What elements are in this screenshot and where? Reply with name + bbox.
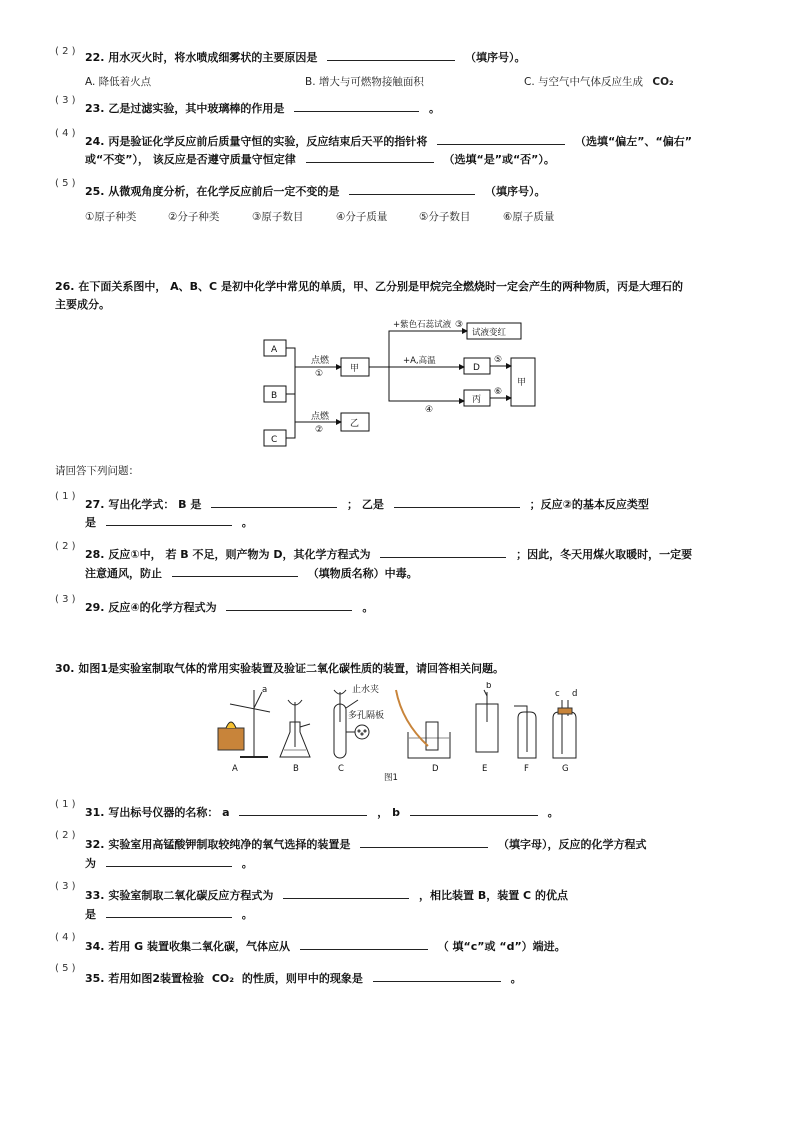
sub-number: ( 2 ) (55, 541, 76, 552)
answer-blank[interactable] (172, 565, 298, 577)
label-litmus: +紫色石蕊试液 (393, 320, 452, 330)
label-jia2: 甲 (517, 378, 527, 388)
label-r2: ② (315, 425, 324, 435)
label-jia: 甲 (350, 364, 360, 374)
q25-option: ④分子质量 (336, 211, 388, 223)
label-apparatus-d: D (432, 764, 439, 774)
answer-blank[interactable] (360, 836, 488, 848)
relation-diagram (255, 312, 545, 452)
question-tail: 。 (547, 806, 559, 819)
q25-option: ③原子数目 (252, 211, 304, 223)
question-24-line1 (85, 133, 692, 149)
apparatus-g (553, 700, 576, 758)
question-text: 27. 写出化学式： B 是 (85, 498, 202, 511)
question-27-line2 (85, 514, 253, 530)
answer-blank[interactable] (211, 496, 337, 508)
label-bing: 丙 (472, 395, 482, 405)
question-text: 35. 若用如图2装置检验 (85, 972, 204, 985)
question-text: 31. 写出标号仪器的名称： a (85, 806, 230, 819)
sub-number: ( 1 ) (55, 799, 76, 810)
question-32-line2 (85, 855, 253, 871)
option-c (524, 74, 674, 89)
question-tail: （填物质名称）中毒。 (307, 567, 418, 580)
question-26-line2: 主要成分。 (55, 298, 110, 311)
question-31 (85, 804, 559, 820)
question-tail: （填序号）。 (465, 51, 526, 64)
question-30: 30. 如图1是实验室制取气体的常用实验装置及验证二氧化碳性质的装置，请回答相关问题。 (55, 662, 504, 675)
apparatus-b (280, 700, 310, 757)
label-r3: ③ (455, 320, 464, 330)
sub-number: ( 4 ) (55, 128, 76, 139)
apparatus-a (218, 690, 270, 757)
answer-blank[interactable] (437, 133, 565, 145)
sub-number: ( 4 ) (55, 932, 76, 943)
question-tail: （选填“偏左”、“偏右” (575, 135, 692, 148)
question-23 (85, 100, 440, 116)
label-apparatus-g: G (562, 764, 569, 774)
answer-blank[interactable] (106, 906, 232, 918)
q25-option: ②分子种类 (168, 211, 220, 223)
answer-blank[interactable] (327, 49, 455, 61)
sub-number: ( 3 ) (55, 95, 76, 106)
label-r1: ① (315, 369, 324, 379)
label-a: A (271, 345, 278, 355)
answer-blank[interactable] (239, 804, 367, 816)
apparatus-c (334, 690, 369, 758)
question-tail: 。 (241, 516, 253, 529)
question-text: 注意通风，防止 (85, 567, 162, 580)
question-text: 24. 丙是验证化学反应前后质量守恒的实验，反应结束后天平的指针将 (85, 135, 428, 148)
question-text: 22. 用水灭火时，将水喷成细雾状的主要原因是 (85, 51, 318, 64)
question-text: ， b (377, 806, 400, 819)
apparatus-e (476, 690, 498, 752)
question-34 (85, 938, 566, 954)
question-28-line2 (85, 565, 418, 581)
question-35 (85, 970, 522, 986)
label-plate: 多孔隔板 (348, 711, 385, 721)
option-a: A. 降低着火点 (85, 76, 152, 88)
label-ignite1: 点燃 (311, 356, 330, 366)
question-text: 或“不变”）， 该反应是否遵守质量守恒定律 (85, 153, 296, 166)
question-tail: 。 (510, 972, 522, 985)
label-apparatus-f: F (524, 764, 529, 774)
question-text: 23. 乙是过滤实验，其中玻璃棒的作用是 (85, 102, 285, 115)
question-text: 25. 从微观角度分析，在化学反应前后一定不变的是 (85, 185, 340, 198)
figure-caption: 图1 (384, 773, 398, 782)
question-26-line1: 26. 在下面关系图中， A、B、C 是初中化学中常见的单质，甲、乙分别是甲烷完全燃烧时一定会产生的两种物质，丙是大理石的 (55, 280, 683, 293)
option-b: B. 增大与可燃物接触面积 (305, 76, 424, 88)
answer-blank[interactable] (373, 970, 501, 982)
label-d: d (572, 689, 578, 699)
sub-number: ( 5 ) (55, 963, 76, 974)
question-text: （填字母），反应的化学方程式 (498, 838, 647, 851)
answer-blank[interactable] (106, 514, 232, 526)
question-25 (85, 183, 546, 199)
co2-formula: CO₂ (211, 972, 235, 985)
label-r6: ⑥ (494, 387, 503, 397)
answer-blank[interactable] (300, 938, 428, 950)
label-redden: 试液变红 (472, 328, 507, 338)
question-tail: （填序号）。 (485, 185, 546, 198)
question-text: 34. 若用 G 装置收集二氧化碳，气体应从 (85, 940, 291, 953)
option-c-text: C. 与空气中气体反应生成 (524, 76, 644, 88)
label-a: a (262, 685, 268, 695)
sub-number: ( 3 ) (55, 594, 76, 605)
question-tail: 。 (241, 857, 253, 870)
answer-blank[interactable] (106, 855, 232, 867)
question-22 (85, 49, 526, 65)
q25-option: ⑤分子数目 (419, 211, 471, 223)
question-text: 是 (85, 516, 96, 529)
question-28-line1 (85, 546, 692, 562)
question-text: ； 乙是 (347, 498, 384, 511)
answer-blank[interactable] (306, 151, 434, 163)
apparatus-figure (210, 682, 590, 782)
label-apparatus-c: C (338, 764, 344, 774)
question-text: 33. 实验室制取二氧化碳反应方程式为 (85, 889, 274, 902)
label-c: C (271, 435, 278, 445)
question-text: 28. 反应①中， 若 B 不足，则产物为 D，其化学方程式为 (85, 548, 371, 561)
prompt: 请回答下列问题： (55, 465, 139, 477)
apparatus-f (514, 706, 536, 758)
label-clamp: 止水夹 (352, 685, 380, 695)
question-text: ；反应②的基本反应类型 (529, 498, 649, 511)
answer-blank[interactable] (226, 599, 352, 611)
answer-blank[interactable] (294, 100, 419, 112)
question-33-line1 (85, 887, 568, 903)
question-text: 的性质，则甲中的现象是 (241, 972, 363, 985)
sub-number: ( 2 ) (55, 46, 76, 57)
answer-blank[interactable] (349, 183, 475, 195)
label-yi: 乙 (350, 419, 360, 429)
answer-blank[interactable] (394, 496, 520, 508)
sub-number: ( 2 ) (55, 830, 76, 841)
question-text: 29. 反应④的化学方程式为 (85, 601, 217, 614)
label-ignite2: 点燃 (311, 412, 330, 422)
label-apparatus-b: B (293, 764, 299, 774)
label-c: c (555, 689, 560, 699)
apparatus-d (396, 690, 450, 758)
label-r4: ④ (425, 405, 434, 415)
question-tail: （ 填“c”或 “d”）端进。 (437, 940, 566, 953)
question-33-line2 (85, 906, 253, 922)
question-text: 32. 实验室用高锰酸钾制取较纯净的氧气选择的装置是 (85, 838, 351, 851)
answer-blank[interactable] (380, 546, 506, 558)
question-text: ，相比装置 B，装置 C 的优点 (419, 889, 568, 902)
label-b: b (486, 682, 492, 691)
question-27-line1 (85, 496, 649, 512)
question-text: 是 (85, 908, 96, 921)
question-29 (85, 599, 373, 615)
label-hightemp: +A,高温 (403, 356, 436, 366)
label-apparatus-a: A (232, 764, 238, 774)
question-tail: 。 (241, 908, 253, 921)
answer-blank[interactable] (410, 804, 538, 816)
question-tail: 。 (362, 601, 374, 614)
label-r5: ⑤ (494, 355, 503, 365)
sub-number: ( 3 ) (55, 881, 76, 892)
label-apparatus-e: E (482, 764, 488, 774)
sub-number: ( 1 ) (55, 491, 76, 502)
q25-option: ①原子种类 (85, 211, 137, 223)
question-tail: （选填“是”或“否”）。 (443, 153, 555, 166)
question-32-line1 (85, 836, 647, 852)
co2-formula: CO₂ (652, 76, 674, 88)
label-b: B (271, 391, 278, 401)
question-text: 为 (85, 857, 96, 870)
question-24-line2 (85, 151, 555, 167)
q25-option: ⑥原子质量 (503, 211, 555, 223)
question-text: ；因此，冬天用煤火取暖时，一定要 (516, 548, 693, 561)
sub-number: ( 5 ) (55, 178, 76, 189)
answer-blank[interactable] (283, 887, 409, 899)
label-d: D (473, 363, 480, 373)
question-tail: 。 (429, 102, 441, 115)
